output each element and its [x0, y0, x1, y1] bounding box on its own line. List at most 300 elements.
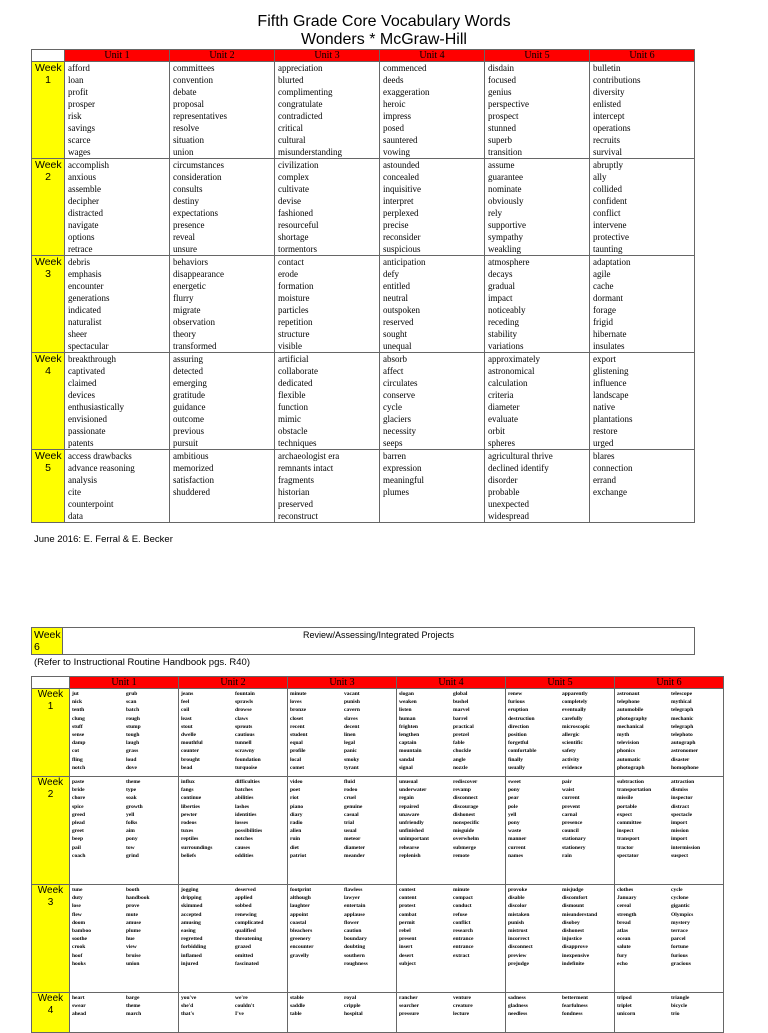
word-cell	[590, 256, 695, 353]
spelling-word: vacant	[344, 691, 360, 697]
spelling-cell	[233, 885, 288, 993]
vocab-word: unsure	[173, 244, 197, 254]
spelling-word: signal	[399, 764, 413, 771]
spelling-word: angle	[453, 756, 466, 763]
spelling-word: cripple	[344, 1003, 361, 1010]
vocab-word: disdain	[488, 63, 514, 73]
week-label-text: 3	[45, 268, 51, 280]
spelling-cell	[233, 993, 288, 1033]
vocab-word: stability	[488, 329, 517, 339]
vocab-word: representatives	[173, 111, 227, 121]
spelling-cell	[342, 885, 397, 993]
spelling-word: attraction	[671, 779, 695, 785]
spelling-word: mountain	[399, 748, 422, 755]
spelling-word: pony	[508, 787, 520, 794]
spelling-cell	[615, 689, 670, 777]
spelling-table	[31, 676, 724, 1033]
spelling-cell	[451, 777, 506, 885]
spelling-word: bride	[72, 787, 85, 794]
spelling-cell	[124, 777, 179, 885]
vocab-word: evaluate	[488, 414, 518, 424]
spelling-word: echo	[617, 960, 628, 967]
week-label-text: Week	[35, 256, 62, 268]
spelling-word: bamboo	[72, 928, 91, 935]
vocab-word: assuring	[173, 354, 203, 364]
spelling-word: indefinite	[562, 960, 585, 967]
vocab-word: probable	[488, 487, 520, 497]
spelling-word: presence	[562, 820, 583, 827]
vocab-word: devices	[68, 390, 95, 400]
spelling-word: alien	[290, 828, 302, 835]
spelling-word: brought	[181, 756, 200, 763]
vocab-word: impress	[383, 111, 411, 121]
spelling-word: sprouts	[235, 723, 253, 730]
week-label-text: 1	[45, 74, 51, 86]
spelling-word: telegraph	[671, 707, 694, 714]
vocab-word: insulates	[593, 341, 625, 351]
spelling-word: accepted	[181, 911, 202, 918]
vocab-word: pursuit	[173, 438, 199, 448]
spelling-word: scan	[126, 699, 137, 706]
vocab-word: sheer	[68, 329, 87, 339]
vocab-word: debate	[173, 87, 197, 97]
spelling-word: tunnell	[235, 740, 252, 747]
spelling-week-row	[32, 689, 724, 777]
vocab-word: fragments	[278, 475, 314, 485]
vocab-word: blurted	[278, 75, 304, 85]
spelling-word: inspect	[617, 828, 634, 835]
spelling-word: disaster	[671, 756, 690, 763]
spelling-word: causes	[235, 844, 250, 851]
spelling-word: jut	[72, 691, 79, 697]
spelling-word: tractor	[617, 844, 634, 851]
word-cell	[380, 450, 485, 523]
spelling-word: beliefs	[181, 852, 196, 859]
spelling-word: handbook	[126, 895, 150, 902]
spelling-word: astronomer	[671, 748, 699, 755]
spelling-word: oddities	[235, 852, 254, 859]
spelling-cell	[342, 689, 397, 777]
spelling-cell	[70, 993, 125, 1033]
vocab-word: survival	[593, 147, 622, 157]
spelling-word: entertain	[344, 903, 366, 910]
vocab-word: misunderstanding	[278, 147, 342, 157]
spelling-word: cot	[72, 748, 80, 755]
vocab-word: enthusiastically	[68, 402, 124, 412]
spelling-word: riot	[290, 795, 299, 802]
unit-header: Unit 5	[485, 50, 590, 62]
vocab-word: posed	[383, 123, 404, 133]
vocab-word: options	[68, 232, 95, 242]
spelling-word: subject	[399, 960, 416, 967]
vocab-word: collided	[593, 184, 622, 194]
vocab-word: cycle	[383, 402, 402, 412]
spelling-word: caution	[344, 928, 362, 935]
spelling-word: completely	[562, 699, 588, 706]
vocab-word: sympathy	[488, 232, 523, 242]
week-label-text: 4	[45, 365, 51, 377]
spelling-word: decent	[344, 723, 360, 730]
spelling-word: local	[290, 756, 301, 763]
spelling-word: fury	[617, 952, 628, 959]
spelling-word: forbidding	[181, 944, 207, 951]
vocab-word: criteria	[488, 390, 514, 400]
word-cell	[485, 159, 590, 256]
spelling-cell	[179, 777, 234, 885]
vocab-word: claimed	[68, 378, 97, 388]
vocab-word: enlisted	[593, 99, 621, 109]
spelling-word: usually	[508, 764, 525, 771]
spelling-word: disapprove	[562, 944, 588, 951]
spelling-word: January	[617, 895, 637, 902]
spelling-word: minute	[290, 691, 307, 697]
spelling-word: tuxes	[181, 828, 194, 835]
vocab-word: gratitude	[173, 390, 205, 400]
spelling-word: loves	[290, 699, 302, 706]
spelling-word: grazed	[235, 944, 251, 951]
spelling-word: transportation	[617, 787, 652, 794]
spelling-word: greenery	[290, 936, 311, 943]
vocab-word: naturalist	[68, 317, 102, 327]
spelling-word: least	[181, 715, 192, 722]
spelling-cell	[288, 689, 343, 777]
spelling-word: encounter	[290, 944, 314, 951]
spelling-word: gravelly	[290, 952, 309, 959]
spelling-word: lengthen	[399, 732, 420, 739]
vocab-word: contradicted	[278, 111, 323, 121]
spelling-word: bicycle	[671, 1003, 688, 1010]
spelling-word: video	[290, 779, 303, 785]
spelling-word: swear	[72, 1003, 86, 1010]
spelling-word: prevent	[562, 803, 580, 810]
spelling-word: sweet	[508, 779, 521, 785]
spelling-word: venture	[453, 995, 471, 1001]
spelling-word: intermission	[671, 844, 701, 851]
spelling-cell	[451, 993, 506, 1033]
spelling-word: crook	[72, 944, 86, 951]
spelling-word: misguide	[453, 828, 475, 835]
spelling-word: submerge	[453, 844, 476, 851]
spelling-word: incorrect	[508, 936, 530, 943]
vocab-word: diversity	[593, 87, 625, 97]
spelling-cell	[233, 689, 288, 777]
spelling-word: jeans	[181, 691, 194, 697]
vocab-word: analysis	[68, 475, 97, 485]
review-row	[31, 627, 695, 655]
vocab-word: sauntered	[383, 135, 418, 145]
spelling-word: stationary	[562, 836, 586, 843]
spelling-word: disconnect	[508, 944, 533, 951]
vocab-word: cache	[593, 281, 614, 291]
word-cell	[170, 353, 275, 450]
vocab-word: errand	[593, 475, 616, 485]
vocab-word: plumes	[383, 487, 409, 497]
vocab-word: deeds	[383, 75, 404, 85]
spelling-word: hue	[126, 936, 135, 943]
week-row	[32, 62, 695, 159]
spelling-word: mystery	[671, 919, 690, 926]
spelling-word: compact	[453, 895, 473, 902]
vocab-word: emphasis	[68, 269, 102, 279]
spelling-word: amusing	[181, 919, 201, 926]
spelling-word: dwelle	[181, 732, 196, 739]
spelling-word: entrance	[453, 944, 474, 951]
week-label-text: 5	[45, 462, 51, 474]
spelling-word: bead	[181, 764, 193, 771]
spelling-word: marvel	[453, 707, 470, 714]
spelling-word: loud	[126, 756, 137, 763]
spelling-word: autograph	[671, 740, 696, 747]
vocab-word: gradual	[488, 281, 515, 291]
spelling-word: comfortable	[508, 748, 537, 755]
spelling-word: cavern	[344, 707, 360, 714]
spelling-word: applied	[235, 895, 253, 902]
vocab-word: generations	[68, 293, 110, 303]
spelling-week-label: Week 4	[32, 993, 70, 1033]
spelling-cell	[179, 689, 234, 777]
vocab-word: anticipation	[383, 257, 426, 267]
vocab-word: devise	[278, 196, 301, 206]
spelling-word: doubting	[344, 944, 366, 951]
spelling-word: flew	[72, 911, 82, 918]
vocab-word: theory	[173, 329, 196, 339]
unit-header: Unit 4	[380, 50, 485, 62]
spelling-cell	[560, 993, 615, 1033]
spelling-cell	[124, 885, 179, 993]
word-cell	[65, 62, 170, 159]
vocab-word: civilization	[278, 160, 319, 170]
spelling-word: liberties	[181, 803, 200, 810]
review-text: Review/Assessing/Integrated Projects	[302, 630, 455, 640]
spelling-word: underwater	[399, 787, 427, 794]
spelling-cell	[506, 885, 561, 993]
vocab-word: orbit	[488, 426, 505, 436]
vocab-word: encounter	[68, 281, 104, 291]
spelling-word: destruction	[508, 715, 535, 722]
spelling-word: dismiss	[671, 787, 689, 794]
vocab-word: seeps	[383, 438, 403, 448]
spelling-word: sadness	[508, 995, 526, 1001]
week-row	[32, 159, 695, 256]
spelling-word: I've	[235, 1011, 244, 1018]
spelling-word: meteor	[344, 836, 361, 843]
spelling-week-label: Week 1	[32, 689, 70, 777]
spelling-word: dripping	[181, 895, 202, 902]
vocab-word: advance reasoning	[68, 463, 135, 473]
spelling-word: spectacle	[671, 811, 693, 818]
spelling-word: reptiles	[181, 836, 199, 843]
vocab-word: bulletin	[593, 63, 621, 73]
spelling-word: subtraction	[617, 779, 644, 785]
spelling-word: overwhelm	[453, 836, 479, 843]
spelling-cell	[70, 689, 125, 777]
spelling-word: import	[671, 836, 688, 843]
spelling-cell	[560, 885, 615, 993]
vocab-word: blares	[593, 451, 615, 461]
spelling-word: rodeo	[344, 787, 358, 794]
spelling-word: fluid	[344, 779, 356, 785]
spelling-word: rancher	[399, 995, 418, 1001]
vocab-word: decays	[488, 269, 513, 279]
vocab-word: intervene	[593, 220, 627, 230]
spelling-cell	[506, 993, 561, 1033]
vocab-word: receding	[488, 317, 519, 327]
vocab-word: preserved	[278, 499, 313, 509]
spelling-word: pail	[72, 844, 81, 851]
spelling-cell	[506, 689, 561, 777]
vocab-word: ambitious	[173, 451, 209, 461]
spelling-word: expect	[617, 811, 632, 818]
vocab-word: remnants intact	[278, 463, 334, 473]
spelling-word: slogan	[399, 691, 414, 697]
spelling-word: tune	[72, 887, 83, 893]
week-label	[32, 159, 65, 256]
spelling-cell	[233, 777, 288, 885]
spelling-word: possibilities	[235, 828, 263, 835]
spelling-word: grub	[126, 691, 138, 697]
vocab-word: native	[593, 402, 615, 412]
spelling-word: comet	[290, 764, 305, 771]
vocab-word: outspoken	[383, 305, 420, 315]
vocab-word: superb	[488, 135, 512, 145]
vocab-word: decipher	[68, 196, 99, 206]
spelling-word: feel	[181, 699, 190, 706]
vocab-word: collaborate	[278, 366, 318, 376]
spelling-word: theme	[126, 779, 141, 785]
spelling-word: pair	[562, 779, 572, 785]
spelling-word: dove	[126, 764, 137, 771]
spelling-word: regretted	[181, 936, 203, 943]
vocab-word: impact	[488, 293, 513, 303]
vocab-word: operations	[593, 123, 631, 133]
spelling-word: discourage	[453, 803, 479, 810]
vocab-word: prosper	[68, 99, 95, 109]
spelling-word: meander	[344, 852, 365, 859]
spelling-word: casual	[344, 811, 359, 818]
spelling-word: march	[126, 1011, 142, 1018]
spelling-word: laughter	[290, 903, 310, 910]
spelling-word: tyrant	[344, 764, 359, 771]
spelling-word: jogging	[181, 887, 199, 893]
spelling-word: telescope	[671, 691, 693, 697]
spelling-word: tow	[126, 844, 135, 851]
spelling-word: portable	[617, 803, 637, 810]
vocab-word: diameter	[488, 402, 520, 412]
spelling-word: notches	[235, 836, 253, 843]
spelling-word: booth	[126, 887, 140, 893]
spelling-word: tough	[126, 732, 140, 739]
spelling-cell	[560, 777, 615, 885]
spelling-word: waist	[562, 787, 575, 794]
spelling-week-row	[32, 885, 724, 993]
spelling-word: yell	[126, 811, 135, 818]
vocab-word: wages	[68, 147, 91, 157]
spelling-word: counter	[181, 748, 200, 755]
word-cell	[170, 450, 275, 523]
spelling-word: renewing	[235, 911, 257, 918]
spelling-cell	[288, 993, 343, 1033]
spelling-word: disconnect	[453, 795, 478, 802]
spelling-word: although	[290, 895, 311, 902]
spelling-word: laugh	[126, 740, 140, 747]
spelling-word: royal	[344, 995, 357, 1001]
vocab-word: behaviors	[173, 257, 208, 267]
vocabulary-table	[31, 49, 695, 523]
vocab-word: reconstruct	[278, 511, 318, 521]
vocab-word: meaningful	[383, 475, 424, 485]
vocab-word: captivated	[68, 366, 105, 376]
spelling-word: practical	[453, 723, 474, 730]
spelling-word: student	[290, 732, 308, 739]
spelling-word: punish	[344, 699, 360, 706]
spelling-cell	[124, 993, 179, 1033]
spelling-word: photograph	[617, 764, 645, 771]
vocab-word: cite	[68, 487, 81, 497]
spelling-word: dismount	[562, 903, 585, 910]
spelling-word: fountain	[235, 691, 255, 697]
vocab-word: widespread	[488, 511, 529, 521]
spelling-cell	[124, 689, 179, 777]
spelling-word: phonics	[617, 748, 636, 755]
spelling-word: rain	[562, 852, 572, 859]
spelling-word: union	[126, 960, 140, 967]
spelling-word: cruel	[344, 795, 356, 802]
vocab-word: agricultural thrive	[488, 451, 553, 461]
spelling-word: unicorn	[617, 1011, 636, 1018]
spelling-word: threatening	[235, 936, 263, 943]
spelling-word: batches	[235, 787, 253, 794]
spelling-word: mechanical	[617, 723, 644, 730]
spelling-word: television	[617, 740, 639, 747]
spelling-word: slaves	[344, 715, 358, 722]
vocab-word: suspicious	[383, 244, 421, 254]
spelling-unit-header: Unit 3	[288, 677, 397, 689]
spelling-word: mythical	[671, 699, 692, 706]
spelling-word: committee	[617, 820, 642, 827]
vocab-word: transformed	[173, 341, 217, 351]
spelling-word: eruption	[508, 707, 529, 714]
spelling-word: theme	[126, 1003, 141, 1010]
spelling-word: dishonest	[453, 811, 476, 818]
spelling-word: contest	[399, 887, 416, 893]
spelling-word: renew	[508, 691, 523, 697]
spelling-word: parcel	[671, 936, 686, 943]
spelling-word: distract	[671, 803, 690, 810]
spelling-word: sobbed	[235, 903, 252, 910]
spelling-word: omitted	[235, 952, 254, 959]
spelling-week-label: Week 3	[32, 885, 70, 993]
spelling-word: preview	[508, 952, 527, 959]
spelling-word: soak	[126, 795, 137, 802]
spelling-word: grind	[126, 852, 139, 859]
spelling-word: tenth	[72, 707, 85, 714]
spelling-word: triangle	[671, 995, 690, 1001]
vocab-word: reconsider	[383, 232, 421, 242]
spelling-word: closet	[290, 715, 304, 722]
vocab-word: conflict	[593, 208, 621, 218]
vocab-word: obviously	[488, 196, 524, 206]
vocab-word: mimic	[278, 414, 301, 424]
spelling-word: fable	[453, 740, 465, 747]
spelling-word: pony	[508, 820, 520, 827]
spelling-word: coil	[181, 707, 190, 714]
spelling-word: usual	[344, 828, 357, 835]
vocab-word: concealed	[383, 172, 419, 182]
vocab-word: plantations	[593, 414, 633, 424]
vocab-word: resourceful	[278, 220, 319, 230]
spelling-word: sense	[72, 732, 85, 739]
spelling-word: you've	[181, 995, 197, 1001]
